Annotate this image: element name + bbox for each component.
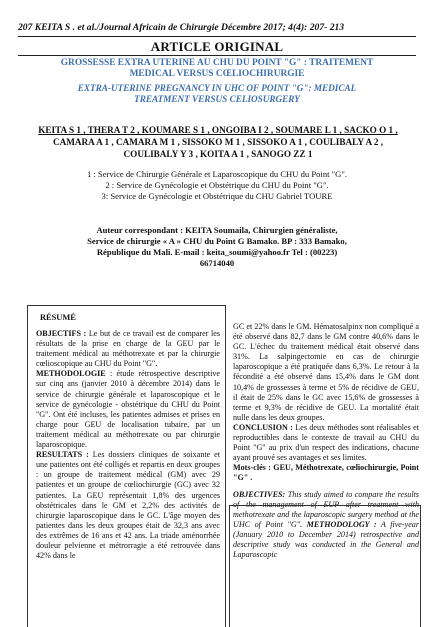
- french-title-line-1: GROSSESSE EXTRA UTERINE AU CHU DU POINT "G" : TRAITEMENT: [60, 58, 374, 68]
- authors-line-2: CAMARA A 1 , CAMARA M 1 , SISSOKO M 1 , SISSOKO A 1 , COULIBALY A 2 ,: [52, 137, 384, 147]
- results-text: Les dossiers cliniques de soixante et une patientes ont été colligés et repartis en deux groupes : un groupe de traitement médical (GM) avec 29 patientes et un groupe de cœliochirurgie (GC) avec 32 patientes. La GEU représentait 1,8% des urgences obstétricales dans le GM et 2,2% des activités de chirurgie laparoscopique dans le GC. L'âge moyen des patientes dans les deux groupes était de 32,3 ans avec des extrêmes de 16 ans et 42 ans. La triade aménorrhée douleur pelvienne et métrorragie a été retrouvée dans 42% dans le: [36, 450, 220, 561]
- conclusion-text: Les deux méthodes sont réalisables et reproductibles dans le contexte de travail au CHU du Point "G" au prix d'un respect des indications, chacune ayant prouvé ses avantages et ses limites.: [233, 422, 419, 463]
- affiliation-1: 1 : Service de Chirurgie Générale et Laparoscopique du CHU du Point "G".: [86, 169, 348, 179]
- corresponding-line-3: République du Mali. E-mail : keita_soumi@yahoo.fr Tel : (00223): [96, 247, 338, 257]
- results-paragraph: [36, 450, 220, 561]
- authors-line-3: COULIBALY Y 3 , KOITA A 1 , SANOGO ZZ 1: [123, 149, 313, 159]
- article-type-label: ARTICLE ORIGINAL: [150, 39, 284, 54]
- objectives-label: OBJECTIFS :: [36, 329, 87, 338]
- methodology-en-text: A five-year (January 2010 to December 2014) retrospective and descriptive study was conducted in the General and Laparoscopic: [233, 519, 419, 560]
- keywords-label: Mots-clés :: [233, 463, 271, 473]
- corresponding-line-1: Auteur correspondant : KEITA Soumaila, Chirurgien généraliste,: [96, 225, 338, 235]
- results-label: RESULTATS :: [36, 450, 89, 460]
- title-rule: [18, 55, 416, 56]
- english-title-line-1: EXTRA-UTERINE PREGNANCY IN UHC OF POINT "G": MEDICAL: [77, 83, 357, 93]
- english-title: [20, 83, 414, 105]
- authors-line-1: KEITA S 1 , THERA T 2 , KOUMARE S 1 , ONGOIBA I 2 , SOUMARE L 1 , SACKO O 1 ,: [38, 125, 398, 135]
- french-title-line-2: MEDICAL VERSUS CŒLIOCHIRURGIE: [129, 69, 305, 79]
- objectives-paragraph: [36, 329, 220, 369]
- results-continued: GC et 22% dans le GM. Hématosalpinx non compliqué a été observé dans 82,7 dans le GM contre 40,6% dans le GC. L'échec du traitement médical était observé dans 31%. La salpingectomie en cas de chirurgie laparoscopique a été pratiquée dans 6,3%. Le retour à la fécondité a été observé dans 15,4% dans le GM dont 10,4% de grossesses à terme et 5% de récidive de GEU, il était de 25% dans le GC avec 15,6% de grossesses à terme et 9,3% de récidive de GEU. La mortalité était nulle dans les deux groupes.: [233, 322, 419, 422]
- header-rule: [18, 36, 416, 37]
- affiliation-2: 2 : Service de Gynécologie et Obstétrique du CHU du Point "G".: [105, 180, 329, 190]
- conclusion-label: CONCLUSION :: [233, 422, 293, 432]
- methodology-paragraph: [36, 369, 220, 450]
- keywords-text: GEU, Méthotrexate, cœliochirurgie, Point "G" .: [233, 463, 419, 483]
- objectives-text: Le but de ce travail est de comparer les résultats de la prise en charge de la GEU par le traitement médical au méthotrexate et par la chirurgie cœlioscopique au CHU du Point "G".: [36, 329, 220, 369]
- objectives-en-text: This study aimed to compare the results of the management of EUP after treatment with methotrexate and the laparoscopic surgery method at the UHC of Point "G".: [233, 489, 419, 529]
- objectives-en-label: OBJECTIVES:: [233, 489, 286, 499]
- corresponding-line-2: Service de chirurgie « A » CHU du Point G Bamako. BP : 333 Bamako,: [87, 236, 347, 246]
- author-list: [22, 124, 414, 160]
- resume-heading: RÉSUMÉ: [40, 313, 76, 322]
- methodology-label: METHODOLOGIE: [36, 369, 106, 379]
- corresponding-line-4: 66714040: [199, 258, 235, 268]
- resume-left-column: [36, 329, 220, 561]
- english-title-line-2: TREATMENT VERSUS CELIOSURGERY: [134, 94, 300, 104]
- methodology-text: : étude rétrospective descriptive sur cinq ans (janvier 2010 à décembre 2014) dans le service de chirurgie générale et laparoscopique et le service de gynécologie - obstétrique du CHU du Point "G". Ont été incluses, les patientes admises et prises en charge pour GEU de localisation tubaire, par un traitement médical au méthotrexate ou par chirurgie laparoscopique.: [36, 369, 220, 450]
- corresponding-author: [20, 225, 414, 269]
- running-header: 207 KEITA S . et al./Journal Africain de Chirurgie Décembre 2017; 4(4): 207- 213: [18, 22, 345, 33]
- french-title: [20, 58, 414, 80]
- affiliation-3: 3: Service de Gynécologie et Obstétrique du CHU Gabriel TOURE: [101, 191, 333, 201]
- english-abstract-box: [229, 505, 421, 627]
- methodology-en-label: METHODOLOGY :: [306, 519, 377, 529]
- affiliations: [20, 169, 414, 202]
- conclusion-paragraph: [233, 423, 419, 463]
- keywords-paragraph: [233, 463, 419, 483]
